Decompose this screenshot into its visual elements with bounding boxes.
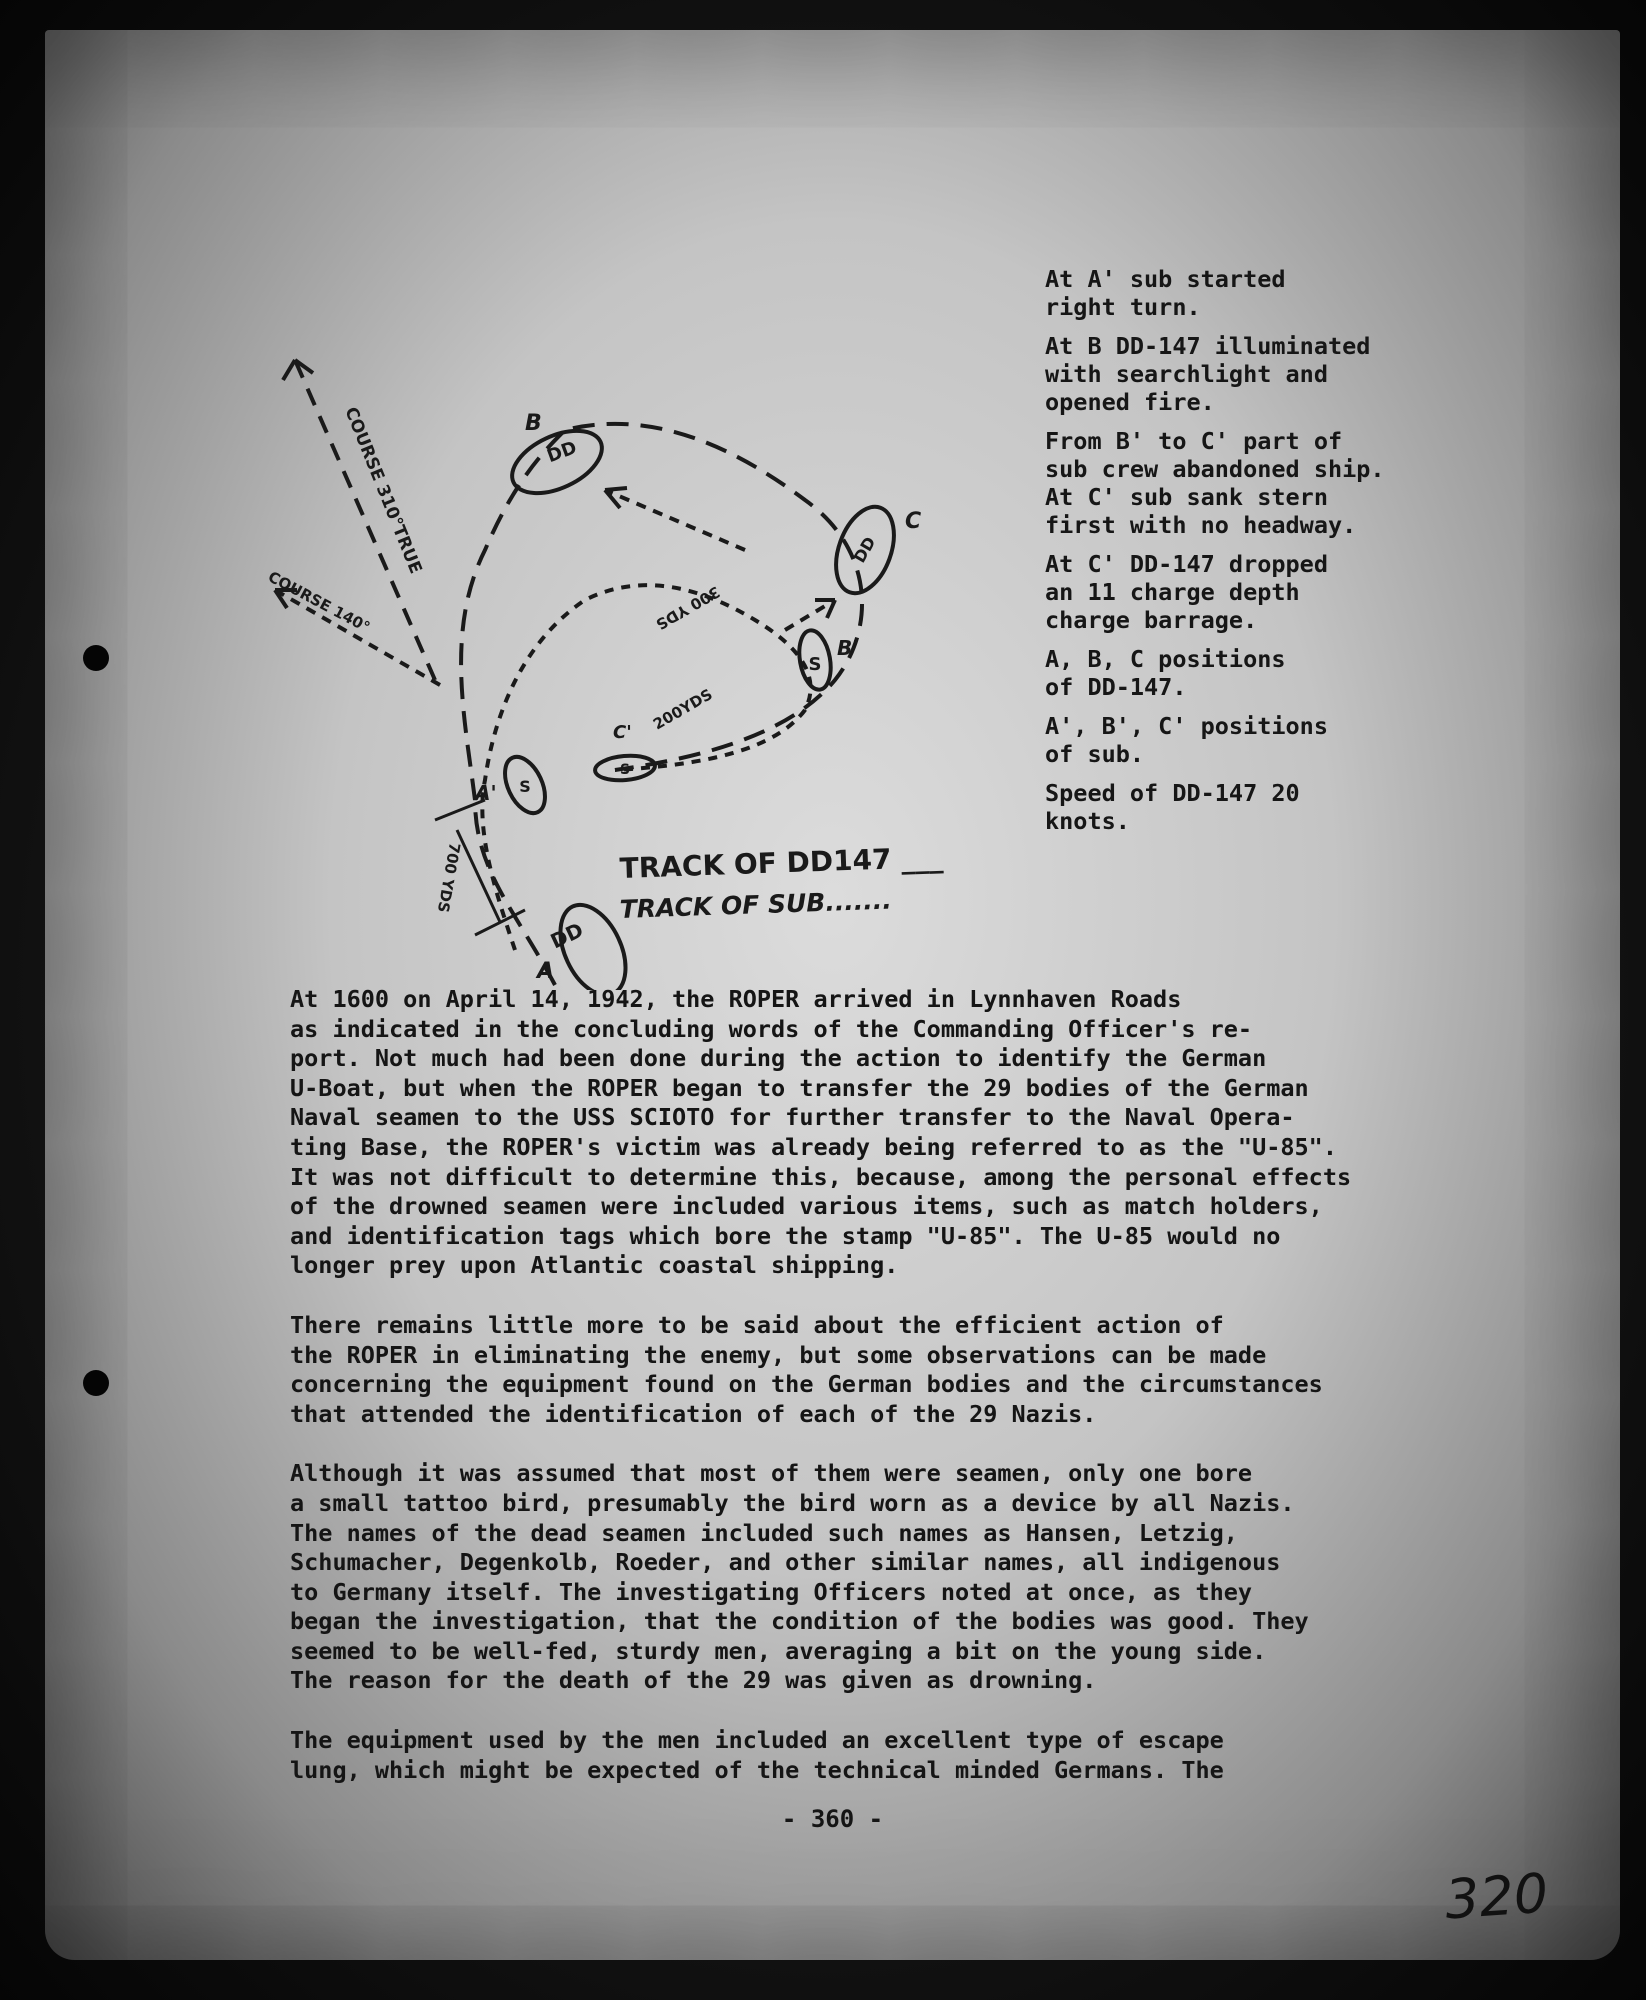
track-diagram xyxy=(45,30,1045,990)
sub-mark-b: S xyxy=(808,654,822,675)
paragraph-equipment: The equipment used by the men included an excellent type of escape lung, which might be expected of the technical minded Germans. The xyxy=(290,1726,1224,1784)
paragraph-seamen: Although it was assumed that most of them were seamen, only one bore a small tattoo bird, presumably the bird worn as a device by all Nazis. The names of the dead seamen included such names as Hansen, Letzig, Schumacher, Degenkolb, Roeder, and other similar names, all indigenous to Germany itself. The investigating Officers noted at once, as they began the investigation, that the condition of the bodies was good. They seemed to be well-fed, sturdy men, averaging a bit on the young side. The reason for the death of the 29 was given as drowning. xyxy=(290,1459,1309,1695)
point-b-prime-label: B' xyxy=(837,636,859,660)
point-c-prime-label: C' xyxy=(613,722,632,743)
paragraph-efficient-action: There remains little more to be said about the efficient action of the ROPER in eliminating the enemy, but some observations can be made concerning the equipment found on the German bodies and the circumstances that attended the identification of each of the 29 Nazis. xyxy=(290,1310,1323,1428)
ship-mark-a: DD xyxy=(546,917,587,954)
legend-note-dd147-positions: A, B, C positions of DD-147. xyxy=(1045,645,1286,701)
course-140-label: COURSE 140° xyxy=(265,567,373,637)
point-a-prime-label: A' xyxy=(475,781,497,805)
paragraph-arrival: At 1600 on April 14, 1942, the ROPER arrived in Lynnhaven Roads as indicated in the concluding words of the Commanding Officer's re- port. Not much had been done during the action to identify the German U-Boat, but when the ROPER began to transfer the 29 bodies of the German Naval seamen to the USS SCIOTO for further transfer to the Naval Opera- ting Base, the ROPER's victim was already being referred to as the "U-85". It was not difficult to determine this, because, among the personal effects of the drowned seamen were included various items, such as match holders, and identification tags which bore the stamp "U-85". The U-85 would no longer prey upon Atlantic coastal shipping. xyxy=(290,985,1352,1280)
direction-dash xyxy=(605,490,745,550)
body-text xyxy=(290,985,1580,1815)
legend-note-b: At B DD-147 illuminated with searchlight and opened fire. xyxy=(1045,332,1371,416)
handwritten-archive-number: 320 xyxy=(1442,1861,1551,1932)
legend-note-depth-charge: At C' DD-147 dropped an 11 charge depth charge barrage. xyxy=(1045,550,1328,634)
course-310-label: COURSE 310°TRUE xyxy=(340,404,426,577)
point-b-label: B xyxy=(525,411,542,436)
document-sheet xyxy=(45,30,1620,1960)
ship-mark-c: DD xyxy=(849,533,880,567)
diagram-legend-notes xyxy=(1045,265,1565,846)
legend-sub-track: TRACK OF SUB....... xyxy=(619,885,893,924)
page-number: - 360 - xyxy=(781,1805,884,1833)
legend-note-b-prime-c-prime: From B' to C' part of sub crew abandoned ship. At C' sub sank stern first with no headway. xyxy=(1045,427,1385,539)
legend-note-a-prime: At A' sub started right turn. xyxy=(1045,265,1286,321)
distance-200-label: 200YDS xyxy=(650,685,716,734)
distance-300-label: 300 YDS xyxy=(652,582,723,634)
punch-hole-lower xyxy=(83,1370,109,1396)
sub-mark-c: S xyxy=(619,762,631,778)
ship-mark-b: DD xyxy=(544,437,580,468)
legend-note-sub-positions: A', B', C' positions of sub. xyxy=(1045,712,1328,768)
sub-mark-a: S xyxy=(519,777,531,796)
legend-note-speed: Speed of DD-147 20 knots. xyxy=(1045,779,1300,835)
point-c-label: C xyxy=(905,509,922,534)
legend-dd147-track: TRACK OF DD147 ___ xyxy=(619,840,944,885)
point-a-label: A xyxy=(537,959,555,984)
distance-700-label: 700 YDS xyxy=(433,841,464,915)
